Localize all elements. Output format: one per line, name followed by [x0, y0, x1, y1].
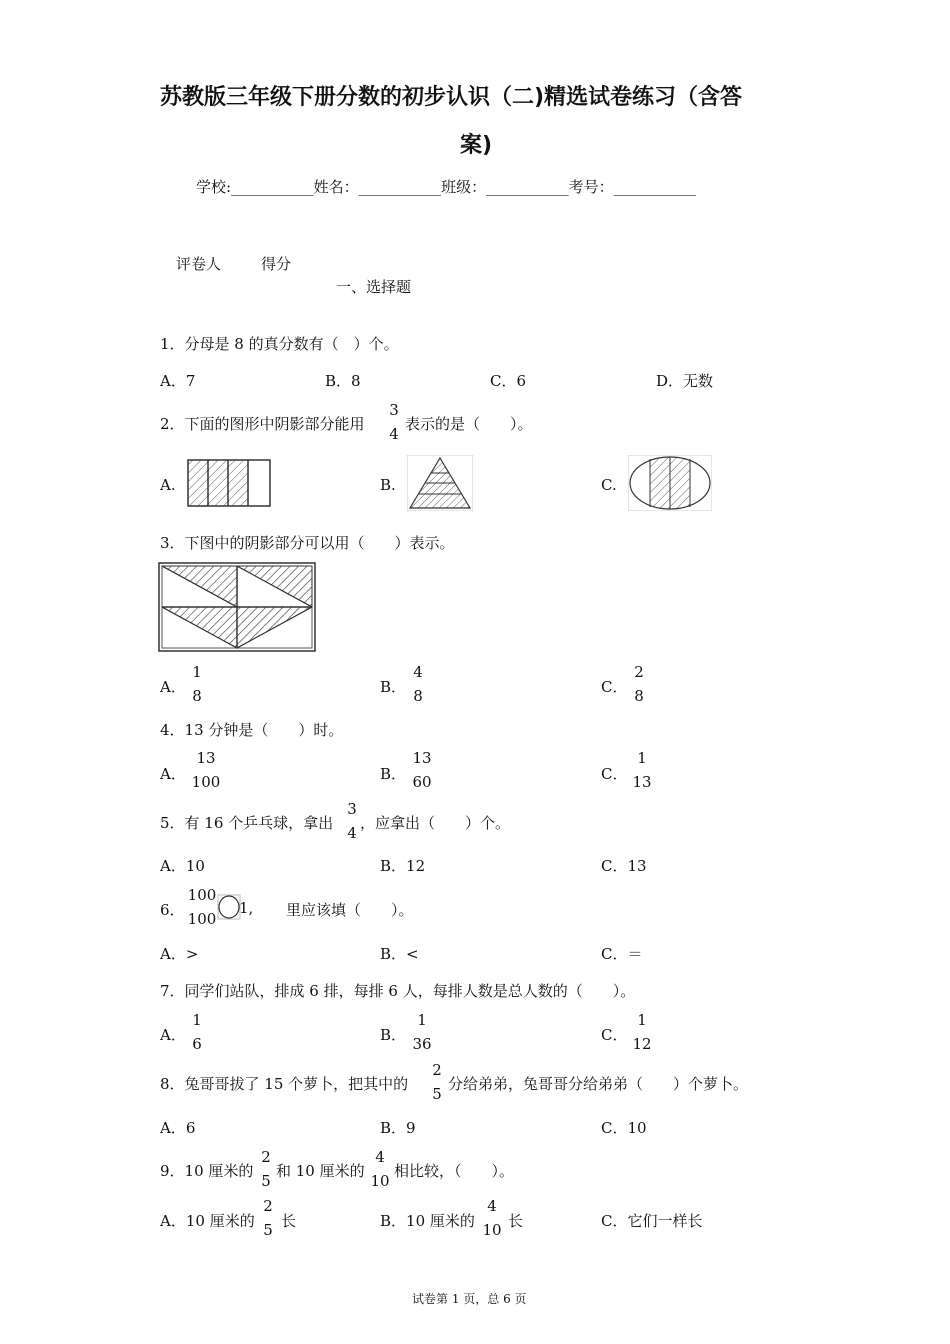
q7-option-a-fraction [188, 1008, 206, 1056]
q2-frac-num: 3 [389, 401, 399, 419]
q9-option-b-fraction [480, 1194, 504, 1242]
q4-option-b[interactable]: B． [380, 765, 407, 783]
doc-title-line2: 案) [460, 133, 493, 158]
q8-stem-b: 分给弟弟，兔哥哥分给弟弟（ ）个萝卜。 [448, 1075, 749, 1093]
q7-stem: 7．同学们站队，排成 6 排，每排 6 人，每排人数是总人数的（ ）。 [160, 982, 636, 1000]
q2-option-b[interactable]: B. [380, 476, 396, 494]
q3-stem: 3．下图中的阴影部分可以用（ ）表示。 [160, 534, 455, 552]
frac-den: 60 [412, 773, 432, 791]
exam-no-label: 考号： [568, 178, 614, 196]
exam-no-blank[interactable]: ___________ [613, 178, 697, 196]
q2-stem-a: 2．下面的图形中阴影部分能用 [160, 415, 365, 433]
q6-number: 6． [160, 901, 185, 919]
frac-num: 1 [192, 663, 202, 681]
q9-fraction-a [258, 1145, 274, 1193]
doc-title-line1: 苏教版三年级下册分数的初步认识（二)精选试卷练习（含答 [160, 85, 743, 110]
q5-fraction [344, 797, 360, 845]
q3-option-b-fraction [409, 660, 427, 708]
frac-num: 2 [432, 1061, 442, 1079]
q1-stem: 1．分母是 8 的真分数有（ ）个。 [160, 335, 399, 353]
q8-option-a[interactable]: A．6 [160, 1119, 196, 1137]
q2-figure-b-triangle [407, 455, 473, 511]
q3-option-a-fraction [188, 660, 206, 708]
q3-figure-rectangle [158, 562, 318, 654]
q6-option-a[interactable]: A．> [160, 945, 199, 963]
frac-den: 10 [482, 1221, 502, 1239]
q7-option-b[interactable]: B． [380, 1026, 407, 1044]
frac-den: 100 [191, 773, 221, 791]
q9-option-a[interactable] [160, 1210, 255, 1231]
q2-figure-a-rectangle [186, 458, 272, 508]
q2-option-a[interactable]: A. [160, 476, 176, 494]
q2-option-c[interactable]: C. [601, 476, 617, 494]
q9-fraction-b [368, 1145, 392, 1193]
q9-option-a-fraction [260, 1194, 276, 1242]
school-blank[interactable]: ___________ [231, 178, 314, 196]
q9-option-a-suffix: 长 [281, 1212, 297, 1230]
q5-option-b[interactable]: B．12 [380, 857, 426, 875]
frac-den: 10 [370, 1172, 390, 1190]
q3-option-c[interactable]: C． [601, 678, 628, 696]
q1-option-a[interactable]: A．7 [160, 372, 196, 390]
frac-den: 100 [187, 910, 217, 928]
q7-option-c-fraction [628, 1008, 656, 1056]
name-blank[interactable]: ___________ [358, 178, 442, 196]
frac-num: 2 [261, 1148, 271, 1166]
q4-option-a[interactable]: A． [160, 765, 186, 783]
score-label: 得分 [261, 255, 292, 273]
circle-blank-icon[interactable] [217, 894, 241, 920]
school-label: 学校: [196, 178, 232, 196]
q9-option-c[interactable]: C．它们一样长 [601, 1212, 703, 1230]
q3-option-c-fraction [630, 660, 648, 708]
q9-option-b[interactable] [380, 1210, 475, 1231]
q8-option-b[interactable]: B．9 [380, 1119, 416, 1137]
q5-stem-a: 5．有 16 个乒乓球，拿出 [160, 814, 334, 832]
frac-den: 5 [263, 1221, 273, 1239]
q4-option-a-fraction [188, 746, 224, 794]
frac-den: 8 [413, 687, 423, 705]
frac-num: 3 [347, 800, 357, 818]
frac-den: 13 [632, 773, 652, 791]
class-label: 班级： [441, 178, 487, 196]
q3-option-b[interactable]: B． [380, 678, 407, 696]
q2-figure-c-oval [628, 455, 712, 511]
frac-num: 1 [637, 749, 647, 767]
q1-option-d[interactable]: D．无数 [656, 372, 714, 390]
q6-fraction [186, 883, 218, 931]
frac-num: 2 [263, 1197, 273, 1215]
class-blank[interactable]: ___________ [486, 178, 569, 196]
frac-den: 8 [634, 687, 644, 705]
frac-num: 13 [196, 749, 216, 767]
frac-den: 36 [412, 1035, 432, 1053]
frac-den: 8 [192, 687, 202, 705]
q6-option-b[interactable]: B．< [380, 945, 419, 963]
frac-den: 4 [347, 824, 357, 842]
q4-stem: 4．13 分钟是（ ）时。 [160, 721, 344, 739]
q5-option-c[interactable]: C．13 [601, 857, 647, 875]
frac-den: 5 [432, 1085, 442, 1103]
frac-num: 2 [634, 663, 644, 681]
frac-den: 12 [632, 1035, 652, 1053]
name-label: 姓名： [313, 178, 359, 196]
frac-num: 100 [187, 886, 217, 904]
q4-option-c-fraction [628, 746, 656, 794]
reviewer-label: 评卷人 [176, 255, 222, 273]
q1-option-c[interactable]: C．6 [490, 372, 527, 390]
q2-stem-b: 表示的是（ ）。 [405, 415, 533, 433]
info-fields [196, 176, 696, 197]
q6-stem: 里应该填（ ）。 [286, 901, 414, 919]
option-text: B．10 厘米的 [380, 1212, 475, 1230]
q5-stem-b: ，应拿出（ ）个。 [360, 814, 511, 832]
frac-num: 1 [417, 1011, 427, 1029]
frac-num: 1 [637, 1011, 647, 1029]
q9-stem-b: 相比较，（ ）。 [394, 1162, 515, 1180]
q3-option-a[interactable]: A． [160, 678, 186, 696]
frac-num: 13 [412, 749, 432, 767]
frac-den: 5 [261, 1172, 271, 1190]
q4-option-c[interactable]: C． [601, 765, 628, 783]
q1-option-b[interactable]: B．8 [325, 372, 361, 390]
q5-option-a[interactable]: A．10 [160, 857, 205, 875]
section-title: 一、选择题 [336, 278, 412, 296]
frac-num: 4 [487, 1197, 497, 1215]
q7-option-b-fraction [408, 1008, 436, 1056]
q6-compare-value: 1, [239, 899, 254, 917]
q2-fraction [386, 398, 402, 446]
q6-option-c[interactable]: C．＝ [601, 945, 643, 963]
option-text: A．10 厘米的 [160, 1212, 255, 1230]
page-footer: 试卷第 1 页，总 6 页 [412, 1292, 527, 1306]
q8-option-c[interactable]: C．10 [601, 1119, 647, 1137]
q8-fraction [429, 1058, 445, 1106]
q9-option-b-suffix: 长 [508, 1212, 524, 1230]
q9-stem-a: 9．10 厘米的 [160, 1162, 254, 1180]
frac-den: 6 [192, 1035, 202, 1053]
q2-frac-den: 4 [389, 425, 399, 443]
q7-option-a[interactable]: A． [160, 1026, 186, 1044]
q8-stem-a: 8．兔哥哥拔了 15 个萝卜，把其中的 [160, 1075, 409, 1093]
q9-stem-mid: 和 10 厘米的 [276, 1162, 365, 1180]
q4-option-b-fraction [408, 746, 436, 794]
frac-num: 4 [413, 663, 423, 681]
q7-option-c[interactable]: C． [601, 1026, 628, 1044]
frac-num: 1 [192, 1011, 202, 1029]
frac-num: 4 [375, 1148, 385, 1166]
